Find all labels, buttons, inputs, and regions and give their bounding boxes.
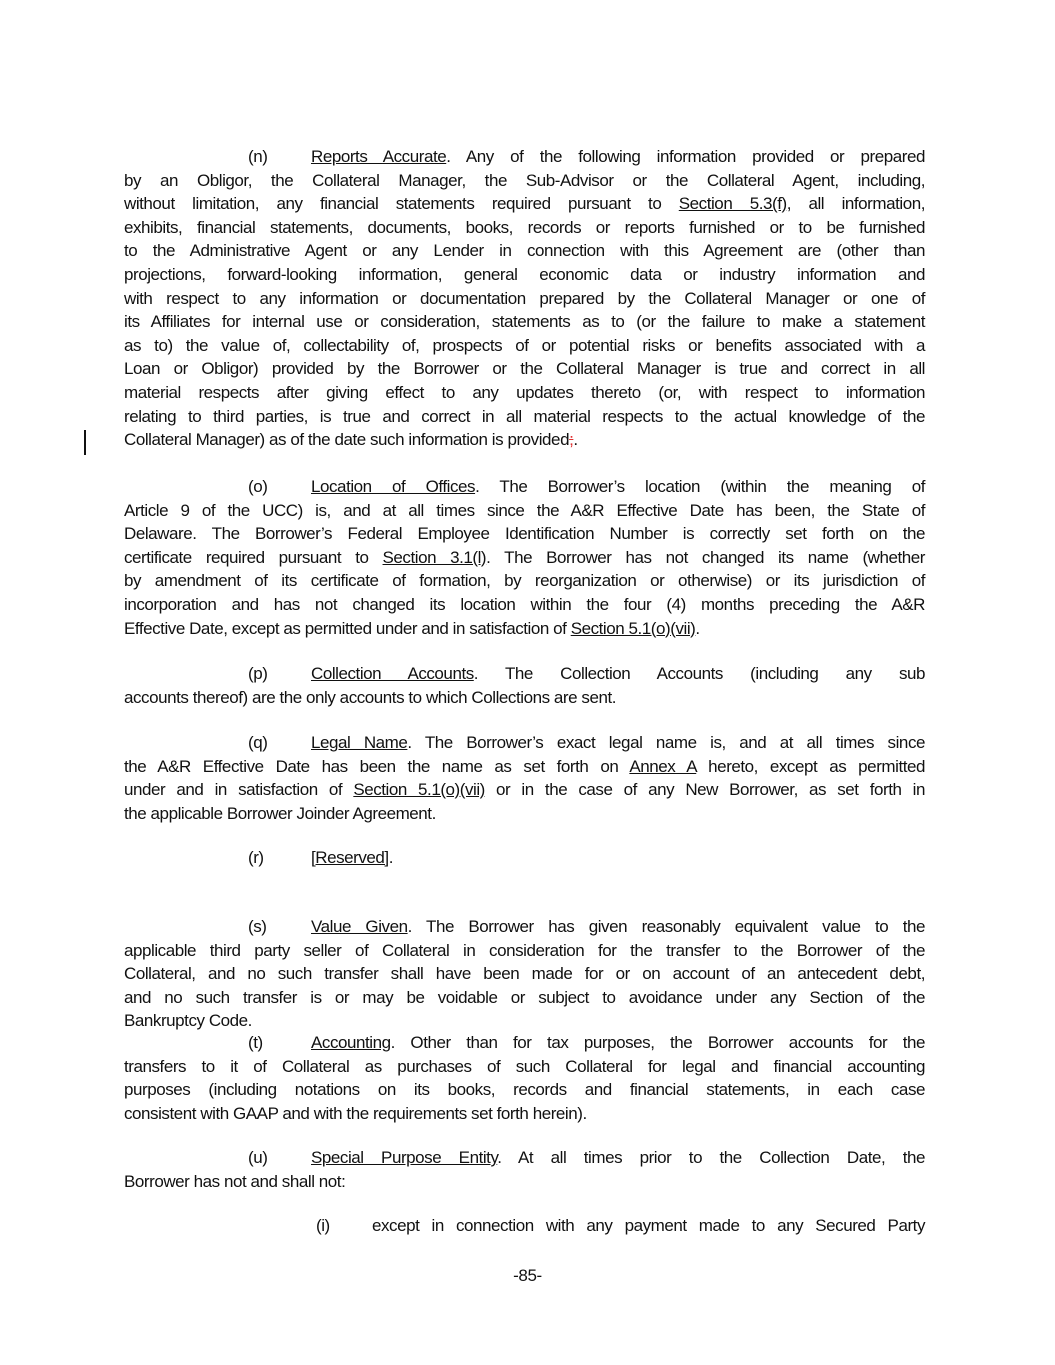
- text-segment: or in the case of any New Borrower, as set forth in: [484, 780, 925, 800]
- text-segment: incorporation and has not changed its location within the four (4) months preceding the A&R: [124, 594, 925, 614]
- text-segment: Effective Date, except as permitted under and in satisfaction of: [124, 618, 571, 638]
- text-segment: the A&R Effective Date has been the name as set forth on: [124, 756, 630, 776]
- text-segment: certificate required pursuant to: [124, 547, 383, 567]
- text-line: [124, 405, 925, 429]
- text-line: [124, 915, 925, 939]
- text-line: [124, 802, 925, 826]
- section-label: (q): [248, 733, 268, 752]
- text-segment: .: [695, 618, 700, 638]
- text-segment: by amendment of its certificate of formation, by reorganization or otherwise) or its jurisdiction of: [124, 571, 925, 591]
- paragraph-q: [124, 731, 925, 825]
- text-segment: Delaware. The Borrower’s Federal Employee Identification Number is correctly set forth on the: [124, 524, 925, 544]
- text-segment: .: [573, 430, 578, 450]
- text-line: [124, 428, 925, 452]
- text-line: [124, 1146, 925, 1170]
- deleted-text: ;: [569, 430, 574, 450]
- text-segment: Collateral, and no such transfer shall have been made for or on account of an antecedent debt,: [124, 964, 925, 984]
- text-line: [124, 986, 925, 1010]
- paragraph-u: [124, 1146, 925, 1193]
- text-segment: hereto, except as permitted: [696, 756, 925, 776]
- paragraph-p: [124, 662, 925, 709]
- text-line: [124, 846, 925, 870]
- paragraph-r: [124, 846, 925, 870]
- text-line: [124, 1055, 925, 1079]
- section-label: (t): [248, 1033, 263, 1052]
- text-line: [124, 357, 925, 381]
- page-number: -85-: [513, 1266, 542, 1285]
- text-line: [124, 522, 925, 546]
- section-label: (o): [248, 477, 268, 496]
- text-segment: with respect to any information or documentation prepared by the Collateral Manager or one of: [124, 288, 925, 308]
- section-label: (i): [316, 1216, 330, 1235]
- text-segment: under and in satisfaction of: [124, 780, 354, 800]
- text-segment: its Affiliates for internal use or consideration, statements as to (or the failure to make a statement: [124, 312, 925, 332]
- underlined-reference: Section 3.1(l): [382, 547, 487, 567]
- paragraph-o: [124, 475, 925, 640]
- paragraph-u-i: [124, 1214, 925, 1238]
- underlined-reference: Legal Name: [311, 733, 408, 752]
- text-line: [124, 662, 925, 686]
- text-line: [124, 263, 925, 287]
- text-line: [124, 1009, 925, 1033]
- text-segment: . Any of the following information provided or prepared: [446, 147, 926, 166]
- text-line: [124, 1214, 925, 1238]
- text-segment: consistent with GAAP and with the requirements set forth herein).: [124, 1103, 587, 1123]
- text-line: [124, 686, 925, 710]
- section-label: (p): [248, 664, 268, 683]
- text-segment: .: [388, 848, 393, 867]
- text-segment: applicable third party seller of Collateral in consideration for the transfer to the Borrower of the: [124, 940, 925, 960]
- text-segment: as to) the value of, collectability of, prospects of or potential risks or benefits associated with a: [124, 335, 925, 355]
- underlined-reference: Special Purpose Entity: [311, 1148, 498, 1167]
- text-line: [124, 1031, 925, 1055]
- text-line: [124, 192, 925, 216]
- text-line: [124, 755, 925, 779]
- text-segment: . The Borrower’s location (within the meaning of: [475, 477, 925, 496]
- text-segment: . The Borrower has not changed its name (whether: [486, 547, 926, 567]
- text-segment: and no such transfer is or may be voidable or subject to avoidance under any Section of the: [124, 987, 925, 1007]
- text-line: [124, 1102, 925, 1126]
- text-line: [124, 939, 925, 963]
- text-segment: accounts thereof) are the only accounts to which Collections are sent.: [124, 687, 617, 707]
- text-segment: the applicable Borrower Joinder Agreement.: [124, 803, 436, 823]
- underlined-reference: Accounting: [311, 1033, 391, 1052]
- text-line: [124, 310, 925, 334]
- text-segment: except in connection with any payment made to any Secured Party: [372, 1216, 925, 1235]
- text-segment: . Other than for tax purposes, the Borrower accounts for the: [390, 1033, 925, 1052]
- paragraph-t: [124, 1031, 925, 1125]
- section-label: (n): [248, 147, 268, 166]
- underlined-reference: Reports Accurate: [311, 147, 447, 166]
- text-line: [124, 381, 925, 405]
- text-line: [124, 475, 925, 499]
- text-line: [124, 731, 925, 755]
- text-segment: Bankruptcy Code.: [124, 1011, 252, 1031]
- text-segment: Collateral Manager) as of the date such information is provided: [124, 430, 570, 450]
- text-line: [124, 569, 925, 593]
- text-line: [124, 499, 925, 523]
- paragraph-n: [124, 145, 925, 452]
- section-label: (u): [248, 1148, 268, 1167]
- change-bar: [84, 430, 86, 455]
- text-segment: Loan or Obligor) provided by the Borrower or the Collateral Manager is true and correct in all: [124, 359, 925, 379]
- text-line: [124, 169, 925, 193]
- paragraph-s: [124, 915, 925, 1033]
- text-line: [124, 617, 925, 641]
- text-line: [124, 334, 925, 358]
- section-label: (r): [248, 848, 264, 867]
- text-segment: , all information,: [786, 194, 925, 214]
- text-segment: purposes (including notations on its books, records and financial statements, in each case: [124, 1080, 925, 1100]
- text-segment: to the Administrative Agent or any Lender in connection with this Agreement are (other than: [124, 241, 925, 261]
- underlined-reference: [Reserved]: [311, 848, 389, 867]
- text-segment: relating to third parties, is true and correct in all material respects to the actual knowledge of the: [124, 406, 925, 426]
- text-line: [124, 216, 925, 240]
- text-line: [124, 546, 925, 570]
- text-line: [124, 145, 925, 169]
- underlined-reference: Value Given: [311, 917, 408, 936]
- text-segment: . At all times prior to the Collection Date, the: [497, 1148, 925, 1167]
- text-segment: . The Borrower’s exact legal name is, and at all times since: [407, 733, 925, 752]
- text-segment: . The Borrower has given reasonably equivalent value to the: [407, 917, 925, 936]
- text-segment: Borrower has not and shall not:: [124, 1171, 346, 1191]
- text-segment: . The Collection Accounts (including any sub: [473, 664, 926, 683]
- text-segment: transfers to it of Collateral as purchases of such Collateral for legal and financial accounting: [124, 1056, 925, 1076]
- text-line: [124, 593, 925, 617]
- text-line: [124, 1170, 925, 1194]
- text-line: [124, 778, 925, 802]
- text-line: [124, 239, 925, 263]
- text-line: [124, 962, 925, 986]
- text-segment: by an Obligor, the Collateral Manager, the Sub-Advisor or the Collateral Agent, including,: [124, 170, 925, 190]
- underlined-reference: Annex A: [629, 756, 697, 776]
- underlined-reference: Location of Offices: [311, 477, 476, 496]
- underlined-reference: Collection Accounts: [311, 664, 474, 683]
- text-segment: exhibits, financial statements, documents, books, records or reports furnished or to be furnished: [124, 217, 925, 237]
- underlined-reference: Section 5.1(o)(vii): [353, 780, 485, 800]
- section-label: (s): [248, 917, 267, 936]
- underlined-reference: Section 5.1(o)(vii): [570, 618, 696, 638]
- text-line: [124, 1078, 925, 1102]
- underlined-reference: Section 5.3(f): [678, 194, 787, 214]
- text-segment: projections, forward-looking information, general economic data or industry information and: [124, 264, 925, 284]
- text-segment: without limitation, any financial statements required pursuant to: [124, 194, 679, 214]
- text-segment: Article 9 of the UCC) is, and at all times since the A&R Effective Date has been, the State of: [124, 500, 925, 520]
- text-segment: material respects after giving effect to any updates thereto (or, with respect to information: [124, 382, 925, 402]
- text-line: [124, 287, 925, 311]
